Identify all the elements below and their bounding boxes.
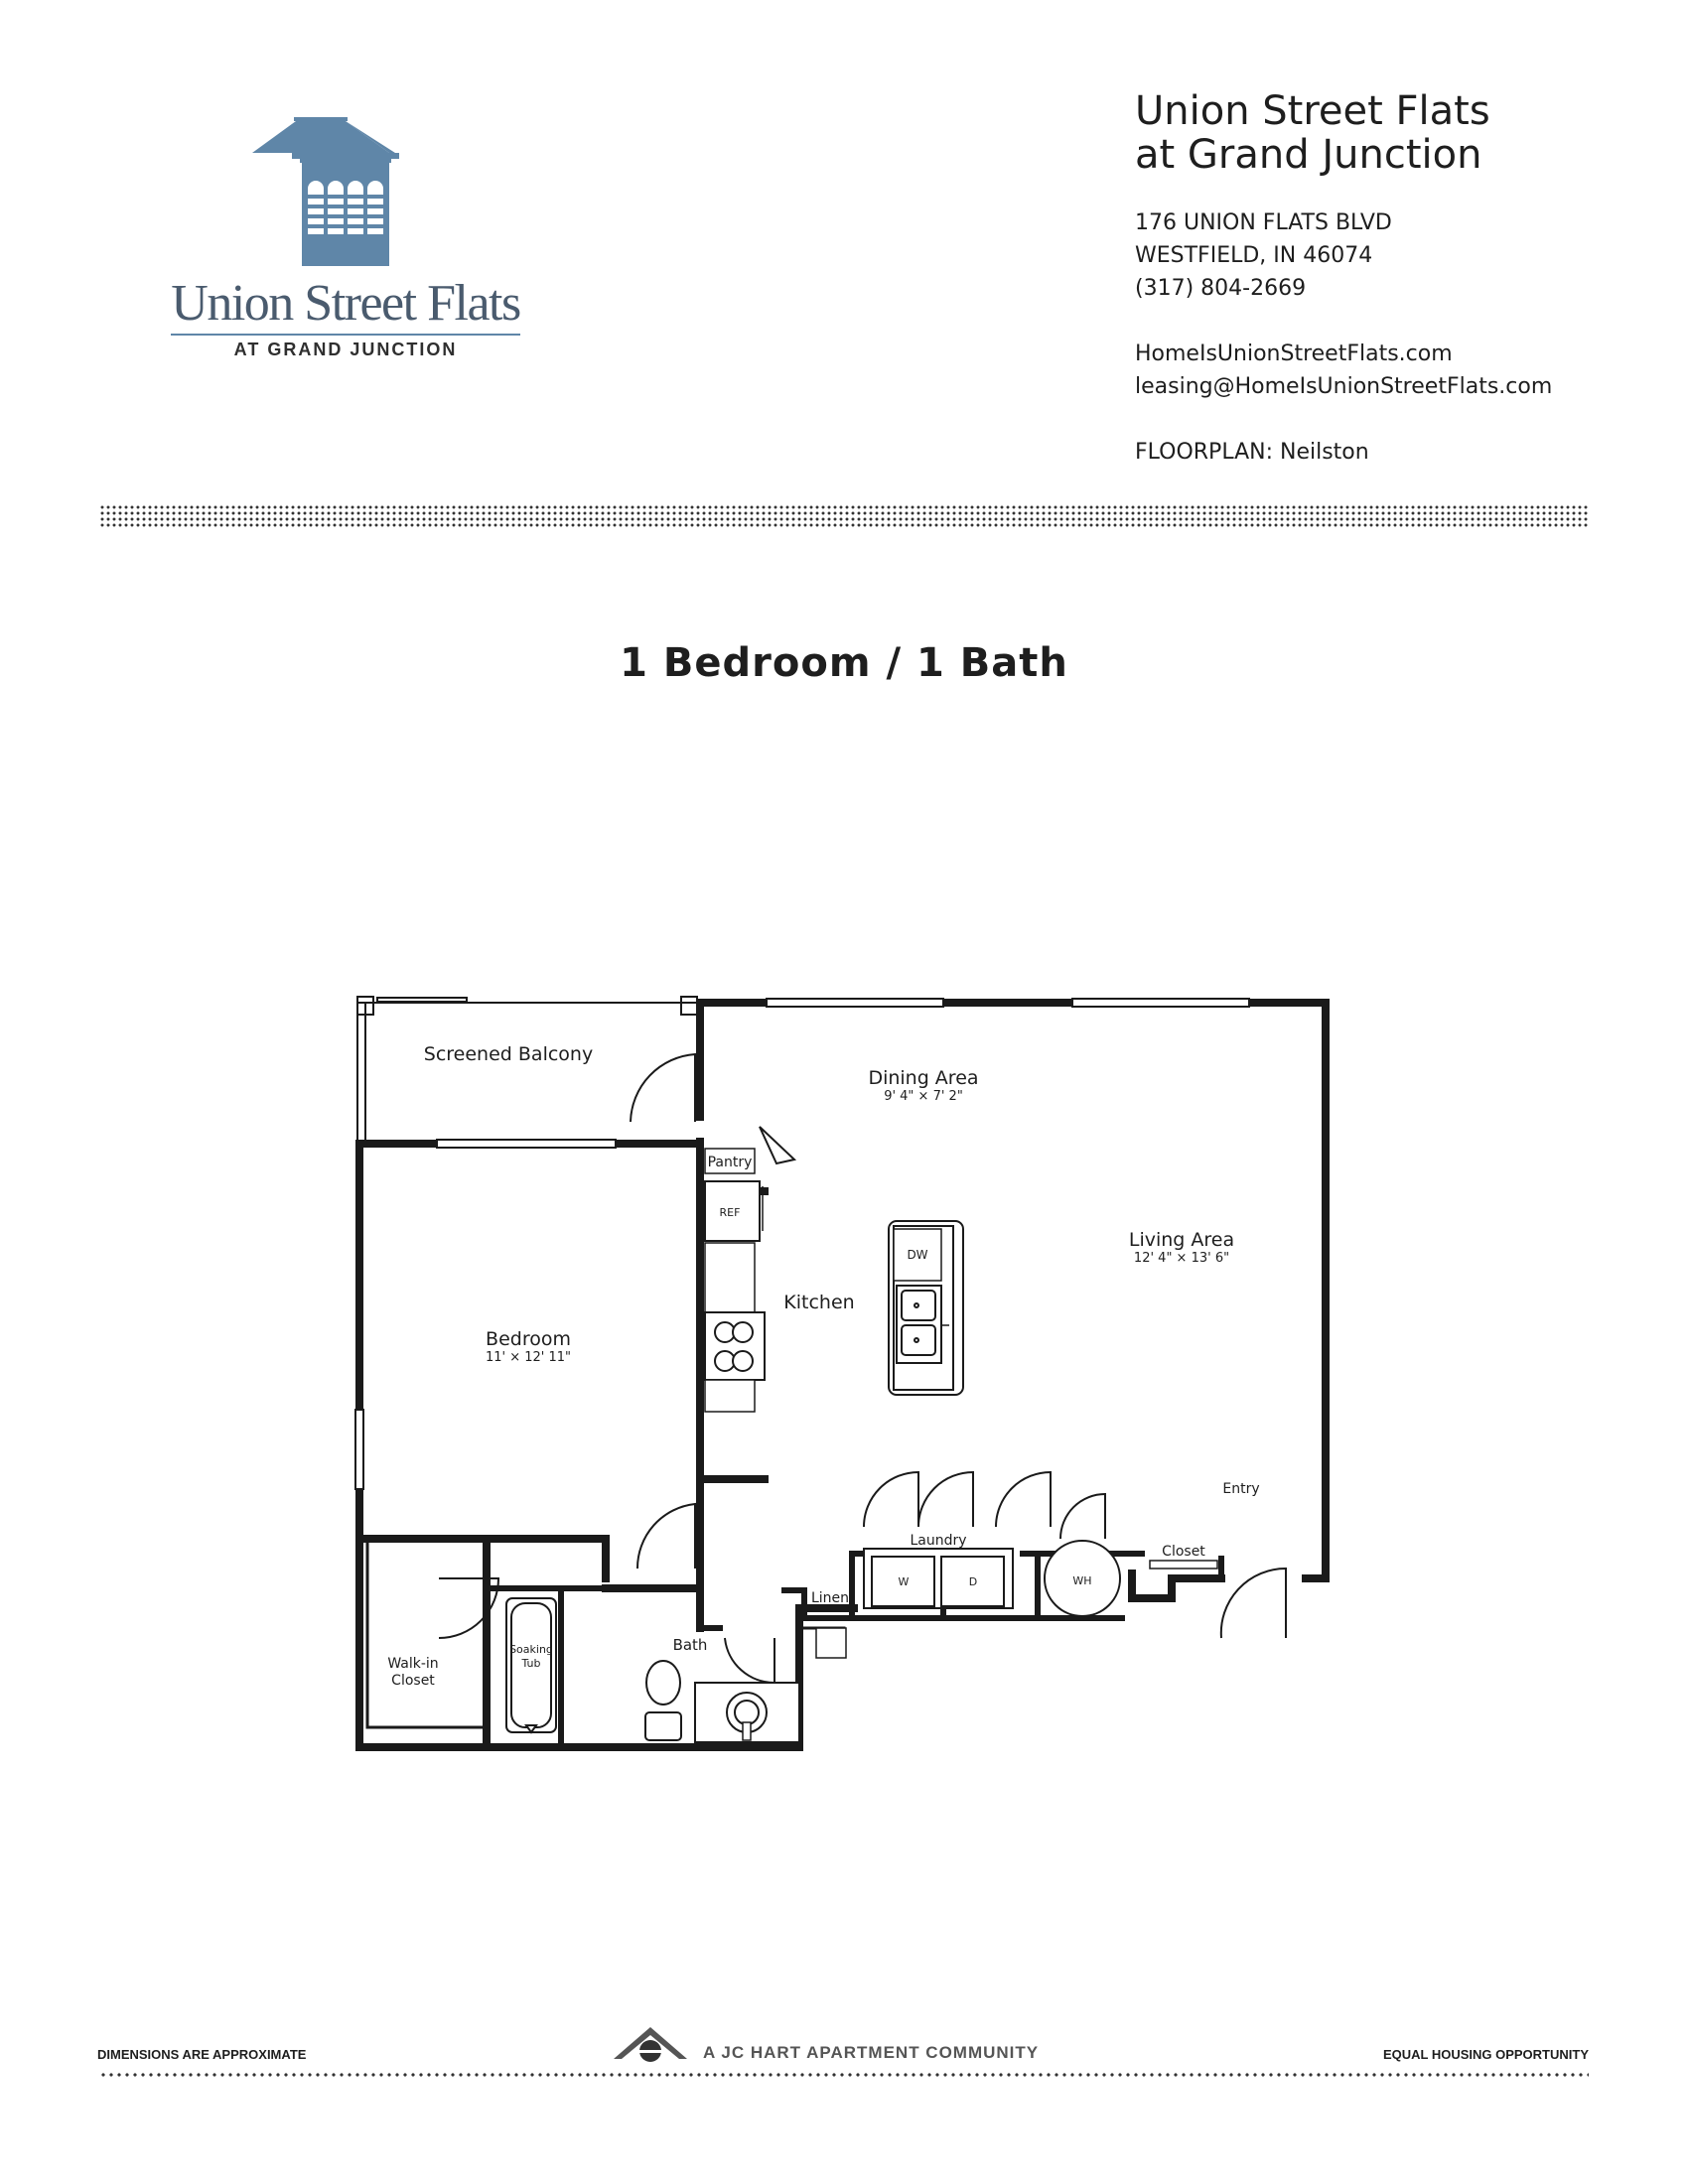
ref-label: REF <box>719 1206 741 1219</box>
pantry-label: Pantry <box>707 1155 753 1170</box>
footer-equal-housing: EQUAL HOUSING OPPORTUNITY <box>1382 2047 1589 2062</box>
bedroom-dims: 11' × 12' 11" <box>485 1350 572 1365</box>
footer-dimensions-note: DIMENSIONS ARE APPROXIMATE <box>97 2047 307 2062</box>
walkin-label-line1: Walk-in <box>387 1656 439 1672</box>
building-icon <box>167 117 524 276</box>
top-dotted-divider <box>99 504 1589 528</box>
website-link[interactable]: HomeIsUnionStreetFlats.com <box>1135 341 1453 366</box>
dining-dims: 9' 4" × 7' 2" <box>884 1089 963 1104</box>
bath-label: Bath <box>672 1636 708 1654</box>
entry-label: Entry <box>1222 1481 1260 1497</box>
floorplan-name: FLOORPLAN: Neilston <box>1135 440 1369 465</box>
living-dims: 12' 4" × 13' 6" <box>1133 1251 1230 1266</box>
logo-subtitle: AT GRAND JUNCTION <box>233 340 458 359</box>
windows <box>355 998 1249 1489</box>
tub-label-line2: Tub <box>521 1657 541 1670</box>
phone-number: (317) 804-2669 <box>1135 276 1307 301</box>
property-name-line1: Union Street Flats <box>1135 88 1490 134</box>
house-logo-icon <box>608 2021 693 2065</box>
logo-wordmark: Union Street Flats <box>171 275 520 332</box>
water-heater-label: WH <box>1072 1574 1092 1587</box>
living-label: Living Area <box>1128 1229 1235 1251</box>
linen-label: Linen <box>810 1590 850 1606</box>
washer-label: W <box>898 1575 910 1588</box>
footer-company <box>608 2021 1084 2065</box>
kitchen-fixtures <box>705 1149 963 1412</box>
brand-logo <box>167 117 524 365</box>
floor-plan <box>348 983 1340 1777</box>
dw-label: DW <box>907 1248 928 1262</box>
tub-label-line1: Soaking <box>509 1643 553 1656</box>
laundry-label: Laundry <box>910 1533 967 1549</box>
bath-fixtures <box>506 1598 799 1742</box>
email-link[interactable]: leasing@HomeIsUnionStreetFlats.com <box>1135 374 1553 399</box>
unit-type-heading: 1 Bedroom / 1 Bath <box>620 640 1068 686</box>
closet-label: Closet <box>1162 1544 1205 1560</box>
logo-rule <box>171 334 520 336</box>
walkin-label-line2: Closet <box>391 1673 435 1689</box>
dryer-label: D <box>968 1575 978 1588</box>
dining-label: Dining Area <box>868 1067 979 1089</box>
balcony-label: Screened Balcony <box>423 1043 594 1065</box>
address-line1: 176 UNION FLATS BLVD <box>1135 210 1392 235</box>
bottom-dotted-divider <box>99 2072 1589 2078</box>
footer-company-text: A JC HART APARTMENT COMMUNITY <box>703 2043 1040 2062</box>
kitchen-label: Kitchen <box>783 1292 855 1313</box>
bedroom-label: Bedroom <box>486 1328 571 1350</box>
property-info <box>1135 89 1651 469</box>
address-line2: WESTFIELD, IN 46074 <box>1135 243 1373 268</box>
property-name-line2: at Grand Junction <box>1135 132 1482 178</box>
